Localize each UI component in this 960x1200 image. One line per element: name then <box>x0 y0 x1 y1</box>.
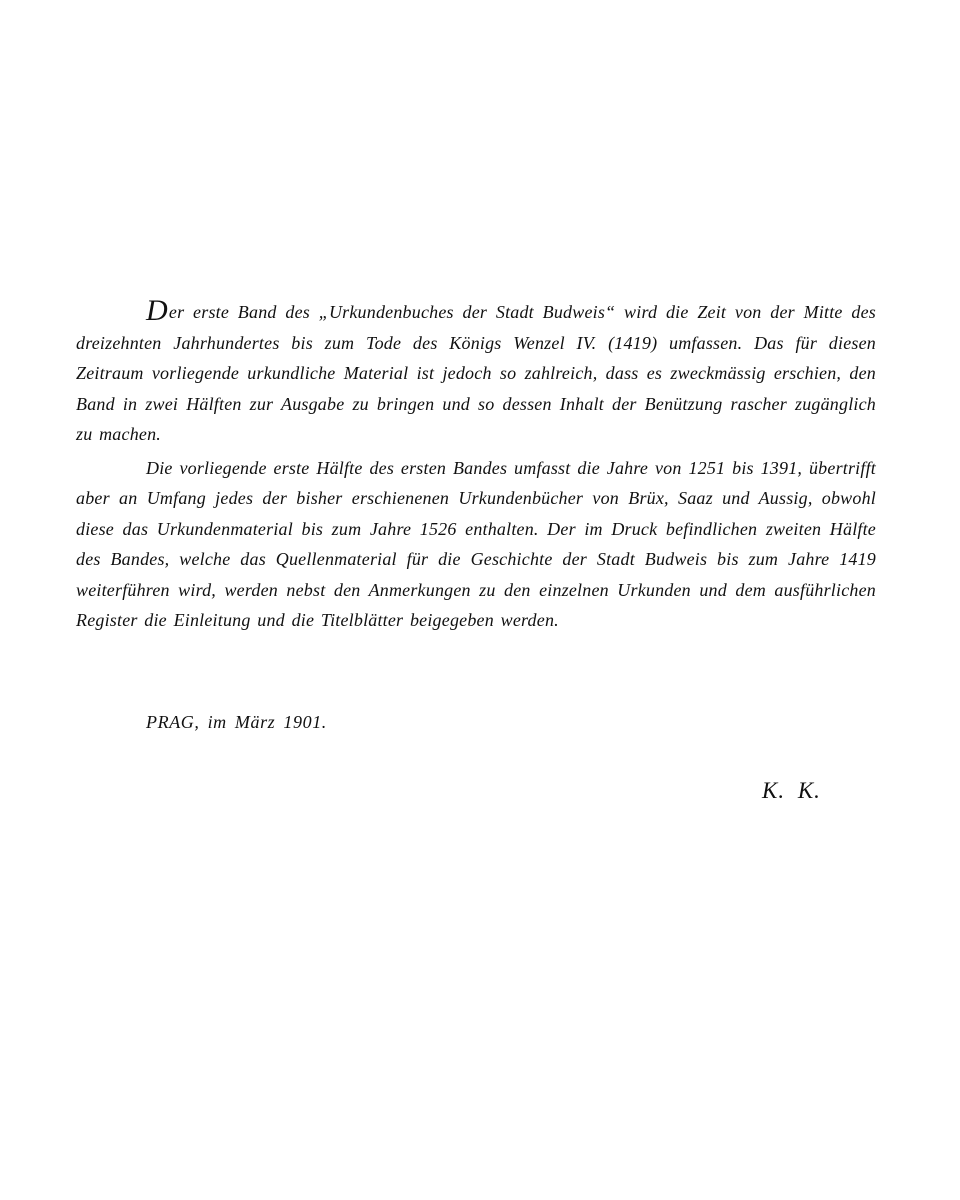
place-date-line: PRAG, im März 1901. <box>146 712 327 732</box>
signature-initials: K. K. <box>762 778 821 803</box>
initial-letter: D <box>146 294 168 327</box>
paragraph-2 <box>76 453 876 636</box>
paragraph-1-text: er erste Band des „Urkundenbuches der Stadt Budweis“ wird die Zeit von der Mitte des dreizehnten Jahrhundertes bis zum Tode des Königs Wenzel IV. (1419) umfassen. Das für diesen Zeitraum vorliegende urkundliche Material ist jedoch so zahlreich, dass es zweckmässig erschien, den Band in zwei Hälften zur Ausgabe zu bringen und so dessen Inhalt der Benützung rascher zugänglich zu machen. <box>76 302 876 444</box>
paragraph-2-text: Die vorliegende erste Hälfte des ersten Bandes umfasst die Jahre von 1251 bis 1391, übertrifft aber an Umfang jedes der bisher erschienenen Urkundenbücher von Brüx, Saaz und Aussig, obwohl diese das Urkundenmaterial bis zum Jahre 1526 enthalten. Der im Druck befindlichen zweiten Hälfte des Bandes, welche das Quellenmaterial für die Geschichte der Stadt Budweis bis zum Jahre 1419 weiterführen wird, werden nebst den Anmerkungen zu den einzelnen Urkunden und dem ausführlichen Register die Einleitung und die Titelblätter beigegeben werden. <box>76 457 876 630</box>
preface-text <box>76 296 876 636</box>
paragraph-1 <box>76 296 876 450</box>
